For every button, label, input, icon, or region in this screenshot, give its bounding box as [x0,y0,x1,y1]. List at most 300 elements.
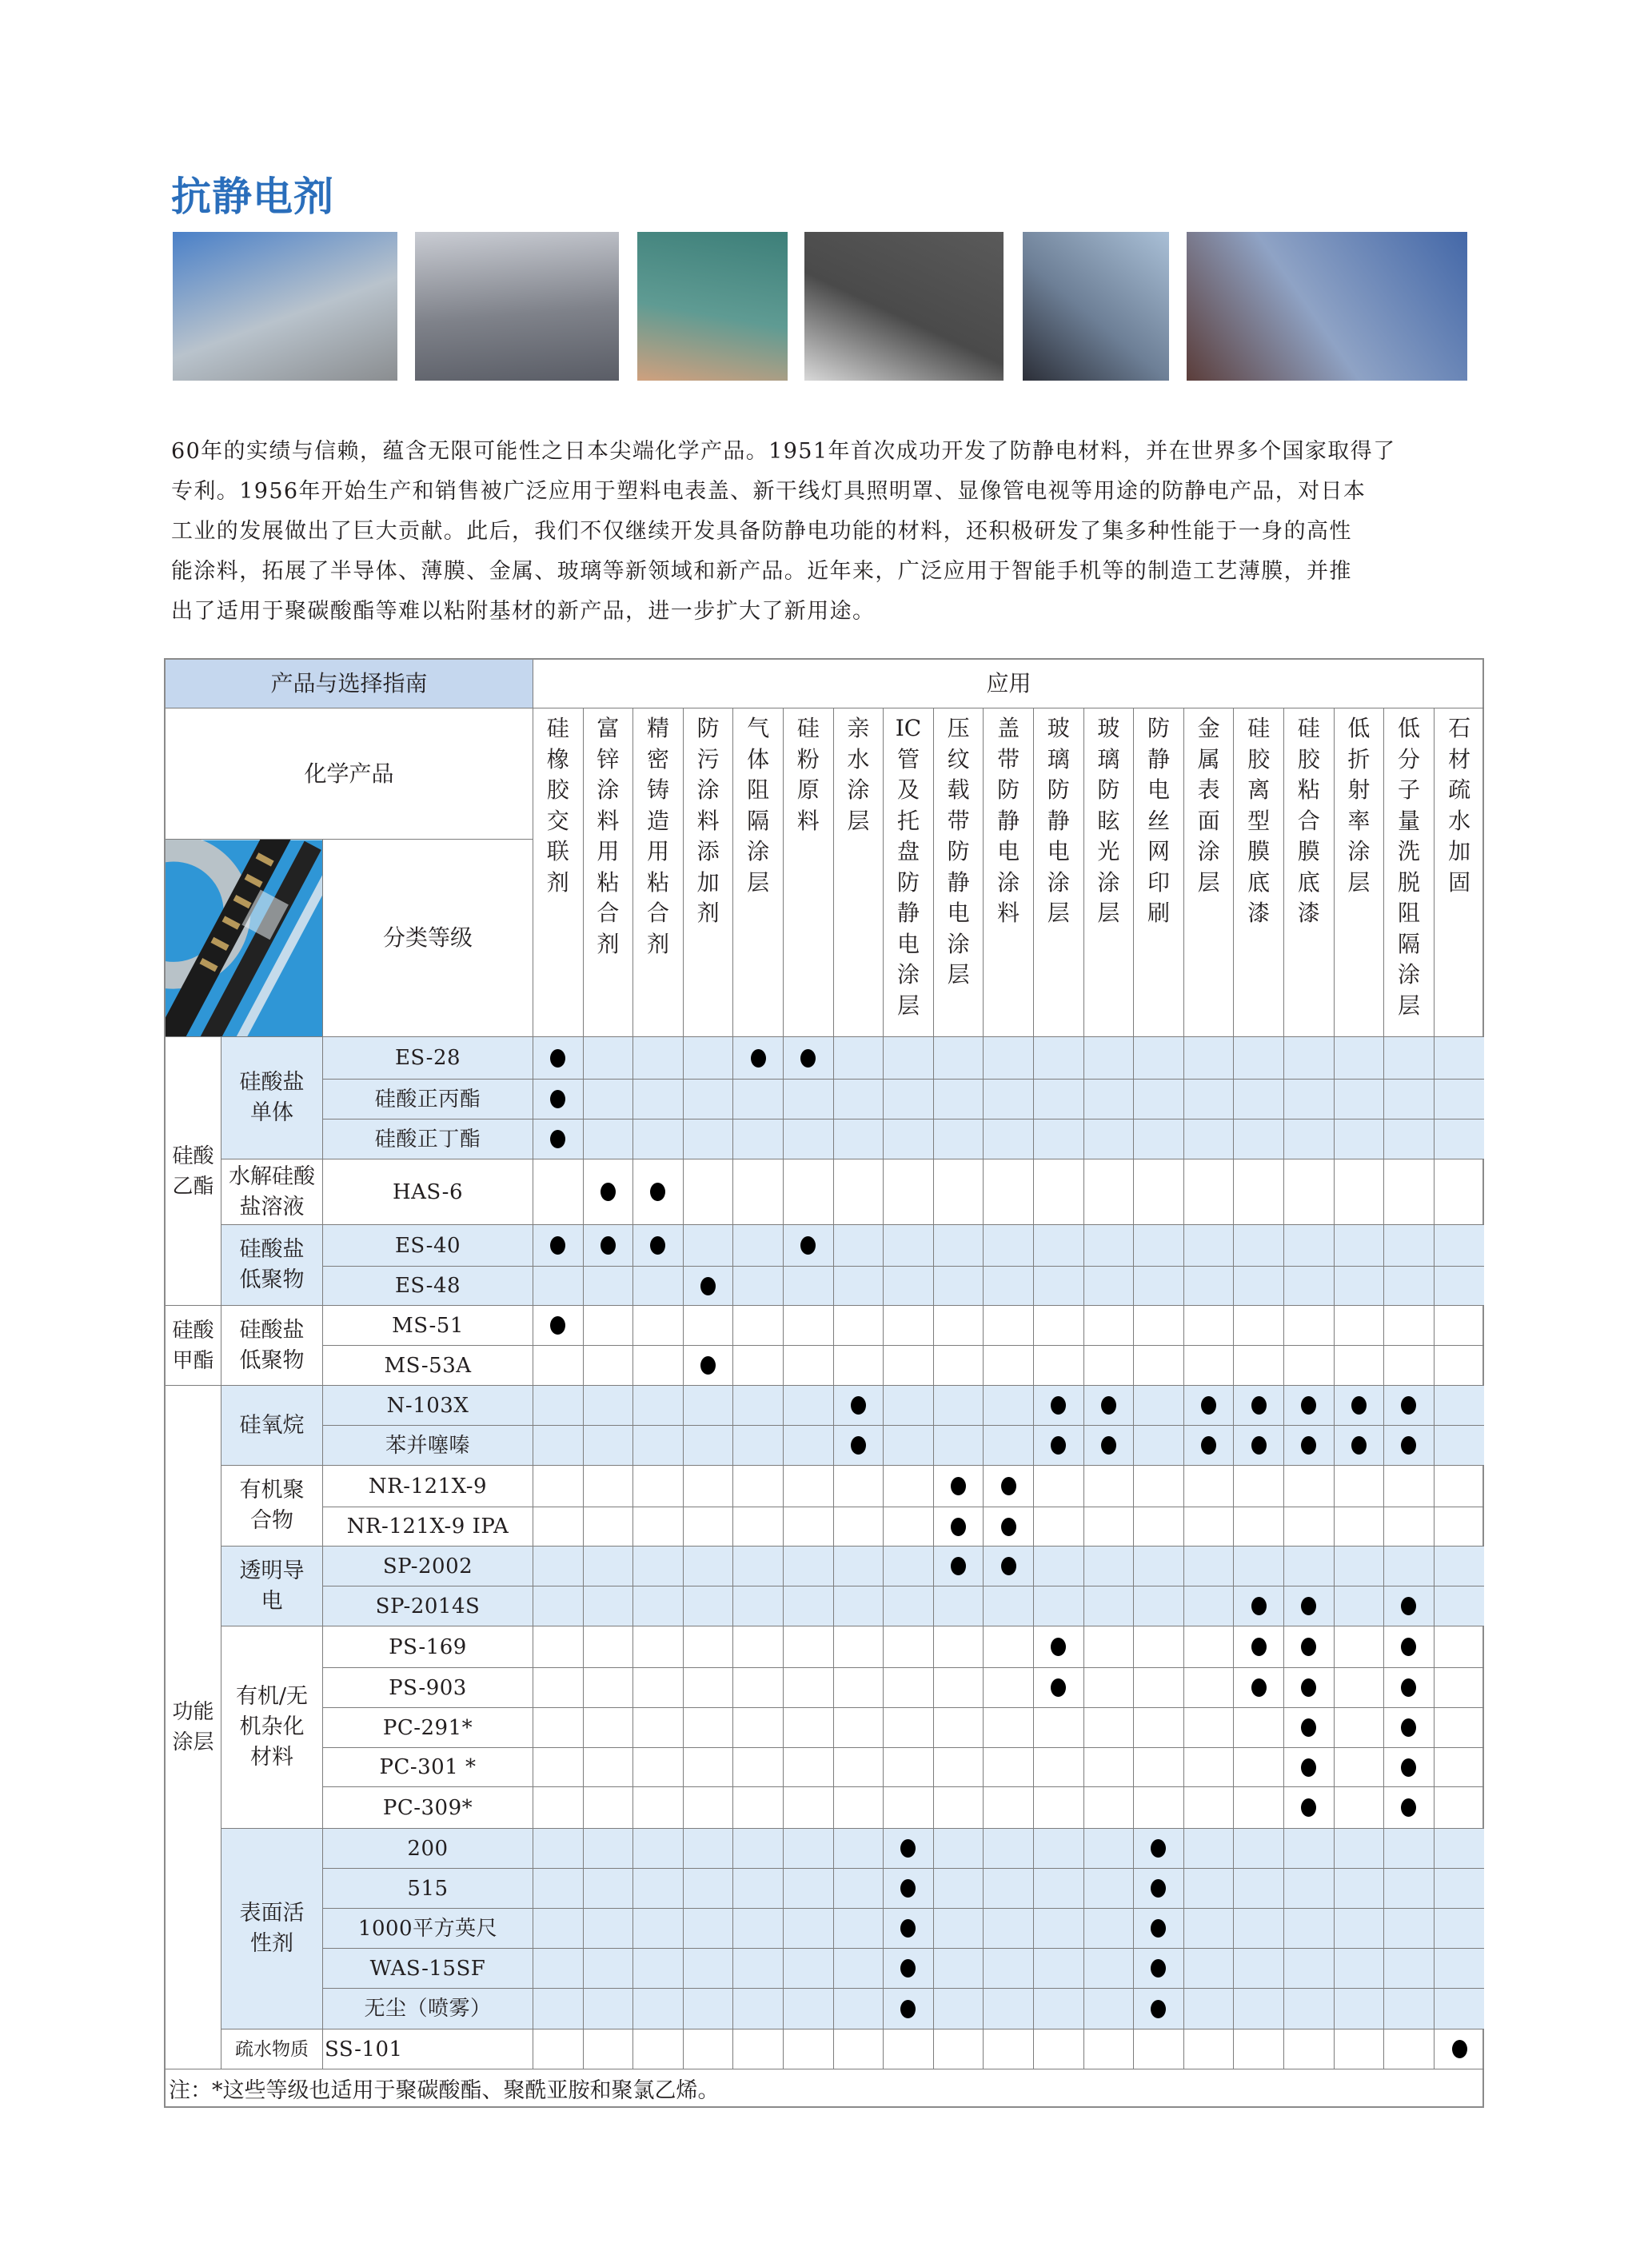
application-cell [733,1869,784,1909]
application-cell [1284,1267,1335,1306]
application-cell [1435,1080,1485,1120]
application-cell [1034,1306,1084,1346]
application-cell [1084,1346,1135,1386]
application-cell [1234,1466,1284,1507]
application-header-char: 低 [1347,715,1371,741]
application-cell [934,1466,984,1507]
application-cell [884,1626,934,1668]
application-header-char: 率 [1347,807,1371,834]
application-header-char: 添 [696,838,720,864]
applicable-dot-icon [1401,1758,1416,1777]
application-header-char: 加 [1448,838,1471,864]
applicable-dot-icon [550,1130,565,1148]
application-cell [1435,1949,1485,1989]
application-cell [1384,1426,1435,1466]
application-cell [1084,1426,1135,1466]
application-cell [584,1626,634,1668]
application-header-char: 合 [1297,807,1320,834]
application-cell [784,1668,834,1708]
applicable-dot-icon [1351,1436,1367,1455]
application-cell [1184,1080,1235,1120]
application-cell [733,1037,784,1080]
application-cell [1384,1748,1435,1787]
applicable-dot-icon [1101,1436,1116,1455]
applicable-dot-icon [1051,1436,1066,1455]
application-header-char: 型 [1247,807,1271,834]
application-cell [784,1037,834,1080]
application-cell [1134,1586,1184,1626]
application-cell [984,1507,1034,1547]
application-cell [1184,1306,1235,1346]
application-cell [733,1466,784,1507]
application-header-char: 盖 [997,715,1020,741]
application-cell [1184,1547,1235,1586]
application-cell [934,1346,984,1386]
application-cell [1435,1037,1485,1080]
applicable-dot-icon [1452,2040,1467,2058]
application-cell [733,1120,784,1159]
application-cell [1034,1386,1084,1426]
application-cell [1284,1748,1335,1787]
grade-cell: HAS-6 [323,1159,533,1225]
applicable-dot-icon [1151,1839,1166,1858]
application-cell [733,1909,784,1949]
application-header-char: 防 [696,715,720,741]
application-cell [1435,1668,1485,1708]
application-cell [1384,1547,1435,1586]
application-cell [884,1426,934,1466]
footnote: 注：*这些等级也适用于聚碳酸酯、聚酰亚胺和聚氯乙烯。 [169,2077,720,2103]
application-cell [1284,1120,1335,1159]
application-header-char: 料 [597,807,620,834]
application-header-char: 合 [597,900,620,926]
application-cell [1335,1466,1385,1507]
application-cell [633,1426,684,1466]
applicable-dot-icon [1001,1518,1016,1536]
application-cell [984,1037,1034,1080]
intro-line: 出了适用于聚碳酸酯等难以粘附基材的新产品，进一步扩大了新用途。 [171,599,876,624]
application-cell [1234,1547,1284,1586]
grade-cell: ES-48 [323,1267,533,1306]
application-column-header [1384,708,1435,1037]
application-cell [784,1267,834,1306]
application-cell [1034,1748,1084,1787]
application-header-char: 带 [947,807,970,834]
application-cell [1084,1547,1135,1586]
application-cell [1384,1869,1435,1909]
application-cell [1134,1626,1184,1668]
applicable-dot-icon [1051,1678,1066,1697]
grade-cell: NR-121X-9 [323,1466,533,1507]
application-header-char: 交 [546,807,569,834]
application-cell [684,1708,734,1748]
applicable-dot-icon [900,1959,916,1978]
application-header-char: 材 [1448,745,1471,772]
application-cell [1034,1267,1084,1306]
application-cell [584,1306,634,1346]
application-header-char: 涂 [747,838,770,864]
application-header-char: 静 [997,807,1020,834]
packaging-tape-image [166,840,322,1037]
grade-cell: MS-53A [323,1346,533,1386]
application-cell [884,1586,934,1626]
application-cell [1184,1949,1235,1989]
applicable-dot-icon [1301,1758,1316,1777]
application-cell [1034,1120,1084,1159]
application-header-char: 层 [1097,900,1120,926]
application-cell [884,1748,934,1787]
application-header-char: 密 [646,745,669,772]
application-header-char: 剂 [597,930,620,957]
application-cell [733,1949,784,1989]
application-cell [1184,1829,1235,1869]
application-cell [934,1989,984,2029]
subcategory-cell: 硅酸盐 低聚物 [221,1225,323,1306]
application-cell [684,1346,734,1386]
application-header-char: 折 [1347,745,1371,772]
application-cell [1184,1787,1235,1829]
application-cell [984,1547,1034,1586]
application-cell [1184,1346,1235,1386]
application-cell [1435,1909,1485,1949]
application-cell [633,1267,684,1306]
application-cell [934,2029,984,2069]
application-cell [834,1267,884,1306]
application-cell [633,1909,684,1949]
grade-cell: 200 [323,1829,533,1869]
applicable-dot-icon [1201,1396,1216,1415]
application-cell [1335,1120,1385,1159]
application-cell [584,1547,634,1586]
application-cell [1335,1829,1385,1869]
category-cell: 硅酸 甲酯 [166,1306,221,1386]
application-cell [633,1586,684,1626]
film-peel-photo [637,232,788,381]
application-header-char: 电 [1147,776,1170,803]
application-cell [1034,1547,1084,1586]
application-cell [1435,1829,1485,1869]
application-cell [1034,1989,1084,2029]
application-cell [1084,1626,1135,1668]
application-cell [1284,1668,1335,1708]
application-header-char: 加 [696,868,720,896]
application-cell [584,1159,634,1225]
application-header-char: 用 [646,838,669,864]
application-header-char: 防 [1147,715,1170,741]
application-cell [1384,1225,1435,1267]
application-cell [984,1586,1034,1626]
application-cell [684,1507,734,1547]
application-cell [1284,2029,1335,2069]
application-cell [1435,1708,1485,1748]
application-cell [1435,1547,1485,1586]
application-cell [984,1466,1034,1507]
applicable-dot-icon [700,1277,716,1295]
guide-header: 产品与选择指南 [166,660,533,708]
application-cell [684,1586,734,1626]
application-cell [584,1668,634,1708]
application-cell [934,1267,984,1306]
application-column-header [1435,708,1485,1037]
application-cell [1384,1346,1435,1386]
application-cell [584,1586,634,1626]
application-cell [733,1626,784,1668]
application-cell [633,1080,684,1120]
application-column-header [934,708,984,1037]
application-cell [1335,1586,1385,1626]
application-cell [533,1708,584,1748]
application-cell [1134,1159,1184,1225]
application-cell [1384,1466,1435,1507]
application-cell [1335,1949,1385,1989]
application-cell [1134,1120,1184,1159]
application-cell [884,1787,934,1829]
application-cell [1184,1869,1235,1909]
application-cell [1435,1466,1485,1507]
application-cell [1335,1626,1385,1668]
application-cell [784,1306,834,1346]
application-cell [934,1586,984,1626]
application-cell [533,1466,584,1507]
application-header-char: 隔 [1397,930,1420,957]
applicable-dot-icon [1301,1638,1316,1656]
application-cell [834,1949,884,1989]
application-cell [884,1989,934,2029]
grade-header: 分类等级 [323,840,533,1037]
application-cell [684,1159,734,1225]
application-header-char: 富 [597,715,620,741]
application-cell [684,1426,734,1466]
subcategory-cell: 有机聚 合物 [221,1466,323,1547]
application-cell [584,1949,634,1989]
application-header-char: 阻 [1397,900,1420,926]
application-header-char: 静 [896,900,920,926]
application-cell [1435,1787,1485,1829]
application-header-char: 粘 [597,868,620,896]
application-header-char: 联 [546,838,569,864]
application-header-char: 璃 [1097,745,1120,772]
application-cell [1234,1037,1284,1080]
application-cell [884,1547,934,1586]
application-cell [784,1708,834,1748]
category-cell: 硅酸 乙酯 [166,1037,221,1306]
application-cell [984,1748,1034,1787]
grade-cell: ES-28 [323,1037,533,1080]
application-cell [1184,1466,1235,1507]
application-cell [884,1869,934,1909]
application-cell [1034,1159,1084,1225]
application-cell [1184,1225,1235,1267]
application-header-char: 涂 [997,868,1020,896]
application-cell [1034,1426,1084,1466]
applicable-dot-icon [1051,1396,1066,1415]
application-cell [934,1708,984,1748]
application-cell [684,1829,734,1869]
application-cell [1234,1225,1284,1267]
application-cell [1284,1829,1335,1869]
application-cell [533,1507,584,1547]
application-cell [834,1869,884,1909]
application-cell [1384,2029,1435,2069]
application-header-char: 原 [796,776,820,803]
application-cell [1034,1626,1084,1668]
application-header-char: 层 [1047,900,1070,926]
application-header-char: 层 [1197,868,1220,896]
application-cell [1284,1306,1335,1346]
application-cell [1134,1267,1184,1306]
application-cell [1335,2029,1385,2069]
application-cell [1335,1267,1385,1306]
subcategory-cell: 疏水物质 [221,2029,323,2069]
application-cell [1034,1949,1084,1989]
application-cell [1184,1989,1235,2029]
application-cell [834,1586,884,1626]
application-cell [533,1787,584,1829]
application-cell [633,1120,684,1159]
application-cell [1134,1989,1184,2029]
application-header-char: 橡 [546,745,569,772]
application-header-char: 网 [1147,838,1170,864]
application-cell [934,1037,984,1080]
application-cell [784,2029,834,2069]
application-header-char: 带 [997,745,1020,772]
application-cell [633,1708,684,1748]
application-cell [1384,1507,1435,1547]
application-cell [1084,1507,1135,1547]
applicable-dot-icon [900,1879,916,1898]
application-header-char: 分 [1397,745,1420,772]
application-cell [1335,1159,1385,1225]
application-cell [684,1668,734,1708]
applicable-dot-icon [951,1477,966,1495]
application-cell [733,1708,784,1748]
application-cell [533,1426,584,1466]
application-cell [884,1037,934,1080]
application-cell [1134,1426,1184,1466]
application-cell [1384,1626,1435,1668]
application-header-char: 剂 [696,900,720,926]
applicable-dot-icon [1151,2000,1166,2018]
application-cell [834,1159,884,1225]
application-cell [584,1267,634,1306]
application-header-char: 疏 [1448,776,1471,803]
application-cell [1084,1708,1135,1748]
application-cell [1335,1225,1385,1267]
applicable-dot-icon [1251,1436,1267,1455]
application-header-char: 防 [1097,776,1120,803]
application-cell [1335,1426,1385,1466]
application-header-char: 锌 [597,745,620,772]
application-cell [684,1626,734,1668]
applicable-dot-icon [1401,1638,1416,1656]
application-header-char: 体 [747,745,770,772]
application-cell [784,1507,834,1547]
application-cell [533,1949,584,1989]
application-cell [834,1306,884,1346]
application-cell [1284,1708,1335,1748]
application-cell [633,1748,684,1787]
application-cell [934,1225,984,1267]
application-cell [1184,1909,1235,1949]
application-cell [1134,1080,1184,1120]
applicable-dot-icon [851,1436,866,1455]
application-cell [1435,1426,1485,1466]
application-cell [784,1586,834,1626]
application-cell [533,1159,584,1225]
grade-cell: NR-121X-9 IPA [323,1507,533,1547]
application-cell [834,1909,884,1949]
application-cell [1084,1869,1135,1909]
applicable-dot-icon [1151,1879,1166,1898]
application-cell [834,1829,884,1869]
application-header-char: 涂 [1347,838,1371,864]
application-cell [1234,1159,1284,1225]
application-cell [1435,1507,1485,1547]
application-column-header [1335,708,1385,1037]
grade-cell: 硅酸正丙酯 [323,1080,533,1120]
application-cell [834,1386,884,1426]
application-header-char: 脱 [1397,868,1420,896]
application-cell [1384,1306,1435,1346]
application-cell [1134,1306,1184,1346]
application-header-char: 固 [1448,868,1471,896]
applicable-dot-icon [1001,1477,1016,1495]
application-header-char: 涂 [696,776,720,803]
application-cell [1435,1267,1485,1306]
application-cell [934,1306,984,1346]
application-cell [1234,1120,1284,1159]
application-cell [1335,1547,1385,1586]
application-cell [633,1225,684,1267]
applicable-dot-icon [1001,1557,1016,1575]
application-cell [1034,1466,1084,1507]
application-column-header [533,708,584,1037]
application-cell [533,1346,584,1386]
application-cell [684,1748,734,1787]
application-cell [1134,1708,1184,1748]
applicable-dot-icon [1151,1959,1166,1978]
application-header-char: 丝 [1147,807,1170,834]
application-cell [784,1787,834,1829]
application-cell [984,1949,1034,1989]
application-cell [1134,1869,1184,1909]
application-cell [1084,1267,1135,1306]
application-cell [1435,1989,1485,2029]
application-cell [1384,1949,1435,1989]
application-cell [1384,1668,1435,1708]
application-header-char: 电 [1047,838,1070,864]
application-cell [884,1080,934,1120]
application-cell [784,1466,834,1507]
application-cell [1284,1787,1335,1829]
application-cell [884,1225,934,1267]
application-cell [1284,1626,1335,1668]
application-header-char: 胶 [546,776,569,803]
application-cell [1234,1346,1284,1386]
applicable-dot-icon [1301,1798,1316,1817]
application-cell [934,1829,984,1869]
application-cell [984,1426,1034,1466]
application-header-char: 膜 [1247,838,1271,864]
application-cell [1034,1507,1084,1547]
application-header-char: 水 [847,745,870,772]
application-cell [934,1949,984,1989]
grade-cell: PC-309* [323,1787,533,1829]
application-cell [633,1466,684,1507]
application-cell [784,1869,834,1909]
application-cell [1034,1080,1084,1120]
application-column-header [633,708,684,1037]
